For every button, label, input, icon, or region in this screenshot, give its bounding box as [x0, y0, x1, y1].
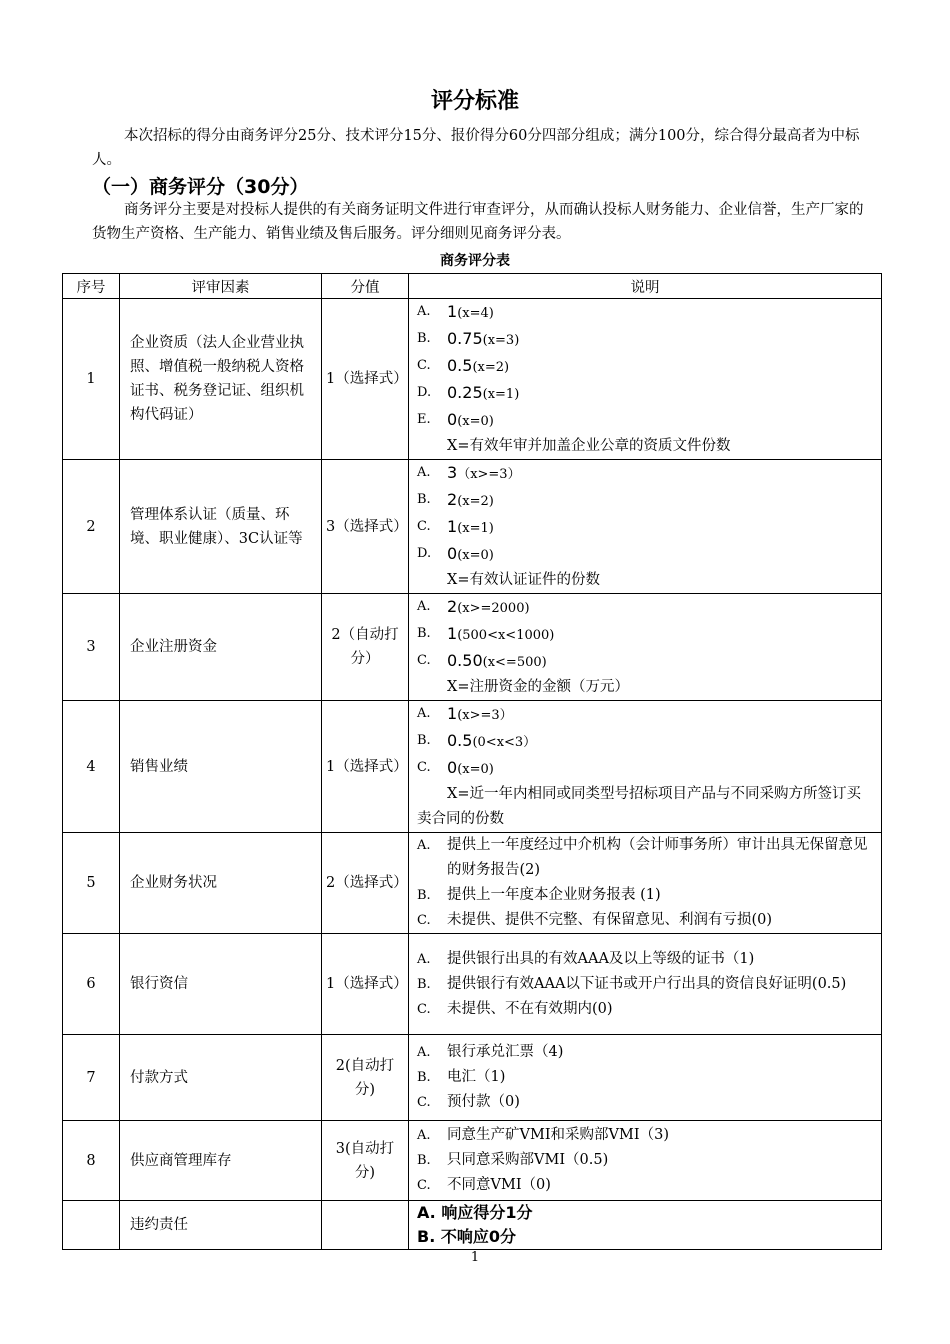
option-value: 0.75 [447, 329, 483, 348]
option-key: C. [417, 358, 431, 373]
option-value: 1 [447, 302, 458, 321]
option-text [447, 701, 875, 728]
option-condition: (x=0) [457, 414, 494, 429]
response-option: B. 不响应0分 [417, 1227, 516, 1246]
row-number: 8 [63, 1121, 120, 1201]
option-item [417, 1148, 875, 1173]
evaluation-factor: 销售业绩 [120, 701, 322, 833]
option-text [447, 326, 875, 353]
description-cell [409, 594, 882, 701]
option-condition: (x=4) [457, 306, 494, 321]
option-text [447, 460, 875, 487]
option-condition: (0<x<3） [472, 735, 537, 750]
table-caption: 商务评分表 [440, 253, 510, 269]
option-value: 1 [447, 624, 458, 643]
option-condition: (x=1) [482, 387, 520, 402]
option-key: B. [417, 626, 431, 641]
option-value: 银行承兑汇票（4) [447, 1044, 564, 1060]
option-condition: （x>=3） [457, 467, 521, 482]
evaluation-factor: 银行资信 [120, 934, 322, 1035]
header-desc: 说明 [409, 274, 882, 299]
option-text [447, 755, 875, 782]
header-factor: 评审因素 [120, 274, 322, 299]
description-cell [409, 460, 882, 594]
evaluation-factor: 付款方式 [120, 1035, 322, 1121]
row-number: 5 [63, 833, 120, 934]
option-key: C. [417, 1001, 431, 1017]
scoring-table [62, 273, 882, 1250]
row-number: 2 [63, 460, 120, 594]
score-value: 3（选择式） [322, 460, 409, 594]
score-value: 1（选择式） [322, 934, 409, 1035]
option-text [447, 1173, 875, 1198]
option-key: C. [417, 913, 431, 928]
option-condition: (x<=500) [482, 655, 547, 670]
option-item [417, 972, 875, 997]
table-header-row [63, 274, 882, 299]
header-score: 分值 [322, 274, 409, 299]
table-row [63, 833, 882, 934]
evaluation-factor: 违约责任 [120, 1201, 322, 1250]
option-value: 提供上一年度本企业财务报表 (1) [447, 887, 661, 903]
option-value: 3 [447, 463, 458, 482]
option-value: 2 [447, 490, 458, 509]
option-text [447, 353, 875, 380]
variable-note: X=近一年内相同或同类型号招标项目产品与不同采购方所签订买卖合同的份数 [417, 786, 861, 827]
table-row [63, 934, 882, 1035]
option-item [417, 1065, 875, 1090]
option-key: E. [417, 412, 431, 427]
option-text [447, 1148, 875, 1173]
score-value: 3(自动打分) [322, 1121, 409, 1201]
option-item [417, 1090, 875, 1115]
section-paragraph: 商务评分主要是对投标人提供的有关商务证明文件进行审查评分，从而确认投标人财务能力、企业信誉，生产厂家的货物生产资格、生产能力、销售业绩及售后服务。评分细则见商务评分表。 [92, 202, 864, 242]
description-cell [409, 934, 882, 1035]
option-item [417, 460, 875, 487]
option-item [417, 755, 875, 782]
header-no: 序号 [63, 274, 120, 299]
option-key: B. [417, 1153, 431, 1168]
option-key: B. [417, 976, 431, 992]
option-condition: (500<x<1000) [457, 628, 555, 643]
option-value: 未提供、不在有效期内(0) [447, 1000, 613, 1017]
evaluation-factor: 企业财务状况 [120, 833, 322, 934]
description-cell [409, 1201, 882, 1250]
option-value: 电汇（1) [447, 1069, 506, 1085]
option-value: 未提供、提供不完整、有保留意见、利润有亏损(0) [447, 912, 773, 928]
table-row [63, 460, 882, 594]
option-text [447, 299, 875, 326]
option-key: B. [417, 733, 431, 748]
response-option: A. 响应得分1分 [417, 1203, 533, 1222]
evaluation-factor: 管理体系认证（质量、环境、职业健康）、3C认证等 [120, 460, 322, 594]
option-key: B. [417, 1070, 431, 1085]
option-value: 提供上一年度经过中介机构（会计师事务所）审计出具无保留意见的财务报告(2) [447, 837, 868, 878]
option-key: A. [417, 465, 431, 480]
option-item [417, 380, 875, 407]
option-text [447, 1065, 875, 1090]
option-key: C. [417, 1095, 431, 1110]
option-key: B. [417, 331, 431, 346]
row-number: 6 [63, 934, 120, 1035]
option-text [447, 908, 875, 933]
row-number [63, 1201, 120, 1250]
score-value: 2（选择式） [322, 833, 409, 934]
option-text [447, 541, 875, 568]
option-text [447, 972, 875, 997]
option-value: 0.5 [447, 356, 473, 375]
option-item [417, 833, 875, 883]
option-item [417, 541, 875, 568]
evaluation-factor: 供应商管理库存 [120, 1121, 322, 1201]
description-cell [409, 1121, 882, 1201]
option-value: 0.50 [447, 651, 483, 670]
option-key: A. [417, 706, 431, 721]
option-condition: (x=2) [472, 360, 510, 375]
option-condition: (x=3) [482, 333, 520, 348]
option-text [447, 883, 875, 908]
option-key: C. [417, 760, 431, 775]
option-text [447, 1090, 875, 1115]
section-heading: （一）商务评分（30分） [92, 176, 309, 198]
option-item [417, 594, 875, 621]
option-value: 提供银行有效AAA以下证书或开户行出具的资信良好证明(0.5) [447, 975, 847, 992]
option-condition: (x=1) [457, 521, 494, 536]
option-text [447, 487, 875, 514]
option-text [447, 407, 875, 434]
option-key: C. [417, 1178, 431, 1193]
row-number: 7 [63, 1035, 120, 1121]
option-text [447, 997, 875, 1022]
option-item [417, 514, 875, 541]
option-item [417, 1173, 875, 1198]
row-number: 1 [63, 299, 120, 460]
variable-note: X=有效认证证件的份数 [447, 572, 600, 588]
option-value: 同意生产矿VMI和采购部VMI（3) [447, 1127, 669, 1143]
option-item [417, 407, 875, 434]
option-text [447, 1123, 875, 1148]
option-text [447, 514, 875, 541]
option-key: D. [417, 546, 432, 561]
row-number: 3 [63, 594, 120, 701]
description-cell [409, 833, 882, 934]
option-text [447, 1040, 875, 1065]
score-value: 2（自动打分） [322, 594, 409, 701]
evaluation-factor: 企业资质（法人企业营业执照、增值税一般纳税人资格证书、税务登记证、组织机构代码证） [120, 299, 322, 460]
option-text [447, 380, 875, 407]
description-cell [409, 701, 882, 833]
option-key: C. [417, 653, 431, 668]
option-item [417, 728, 875, 755]
variable-note: X=有效年审并加盖企业公章的资质文件份数 [447, 438, 731, 454]
option-key: D. [417, 385, 432, 400]
description-cell [409, 299, 882, 460]
option-item [417, 648, 875, 675]
option-key: A. [417, 304, 431, 319]
option-value: 预付款（0) [447, 1094, 520, 1110]
option-item [417, 353, 875, 380]
row-number: 4 [63, 701, 120, 833]
option-key: B. [417, 492, 431, 507]
evaluation-factor: 企业注册资金 [120, 594, 322, 701]
option-key: A. [417, 1128, 431, 1143]
table-row [63, 299, 882, 460]
option-item [417, 908, 875, 933]
option-condition: (x>=3） [457, 708, 513, 723]
option-item [417, 621, 875, 648]
option-item [417, 701, 875, 728]
option-value: 0 [447, 544, 458, 563]
option-item [417, 487, 875, 514]
option-value: 0.5 [447, 731, 473, 750]
option-key: C. [417, 519, 431, 534]
option-condition: (x=2) [457, 494, 494, 509]
option-value: 2 [447, 597, 458, 616]
option-key: B. [417, 888, 431, 903]
intro-paragraph: 本次招标的得分由商务评分25分、技术评分15分、报价得分60分四部分组成；满分100分，综合得分最高者为中标人。 [92, 128, 860, 168]
option-text [447, 728, 875, 755]
option-value: 1 [447, 704, 458, 723]
option-text [447, 947, 875, 972]
table-row [63, 1035, 882, 1121]
table-row [63, 1121, 882, 1201]
page-number: 1 [470, 1250, 480, 1265]
score-value [322, 1201, 409, 1250]
option-condition: (x=0) [457, 762, 494, 777]
option-value: 0 [447, 758, 458, 777]
option-item [417, 299, 875, 326]
option-item [417, 1040, 875, 1065]
description-cell [409, 1035, 882, 1121]
option-text [447, 833, 875, 883]
option-item [417, 326, 875, 353]
option-value: 不同意VMI（0) [447, 1177, 551, 1193]
score-value: 2(自动打分) [322, 1035, 409, 1121]
option-value: 只同意采购部VMI（0.5) [447, 1152, 609, 1168]
option-condition: (x=0) [457, 548, 494, 563]
score-value: 1（选择式） [322, 299, 409, 460]
option-value: 0 [447, 410, 458, 429]
option-item [417, 883, 875, 908]
option-text [447, 621, 875, 648]
score-value: 1（选择式） [322, 701, 409, 833]
table-row [63, 1201, 882, 1250]
option-text [447, 594, 875, 621]
option-text [447, 648, 875, 675]
table-row [63, 701, 882, 833]
option-item [417, 1123, 875, 1148]
option-value: 0.25 [447, 383, 483, 402]
table-row [63, 594, 882, 701]
option-key: A. [417, 951, 431, 967]
option-value: 提供银行出具的有效AAA及以上等级的证书（1) [447, 950, 755, 967]
option-key: A. [417, 599, 431, 614]
option-item [417, 947, 875, 972]
option-key: A. [417, 1045, 431, 1060]
option-condition: (x>=2000) [457, 601, 530, 616]
page-title: 评分标准 [430, 89, 519, 114]
option-value: 1 [447, 517, 458, 536]
variable-note: X=注册资金的金额（万元） [447, 679, 629, 695]
option-item [417, 997, 875, 1022]
option-key: A. [417, 838, 431, 853]
